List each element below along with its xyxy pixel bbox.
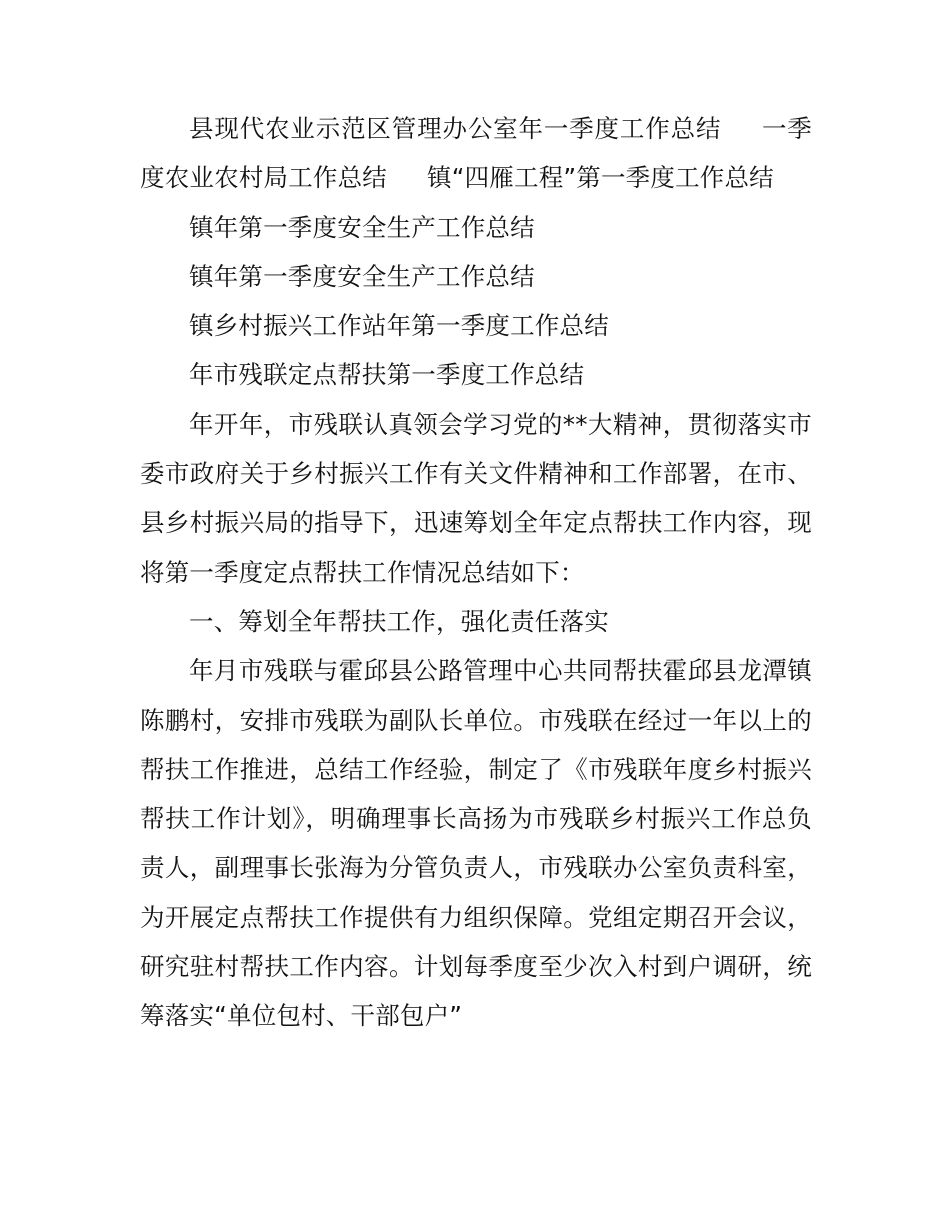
document-page [140, 104, 812, 1041]
related-title-3: 镇乡村振兴工作站年第一季度工作总结 [189, 311, 609, 341]
related-title-4: 年市残联定点帮扶第一季度工作总结 [189, 360, 585, 390]
title-part-2: 一季度农业农村局工作总结 [140, 114, 812, 193]
body-paragraph-section-1: 年月市残联与霍邱县公路管理中心共同帮扶霍邱县龙潭镇陈鹏村，安排市残联为副队长单位。市残联在经过一年以上的帮扶工作推进，总结工作经验，制定了《市残联年度乡村振兴帮扶工作计划》，明确理事长高扬为市残联乡村振兴工作总负责人，副理事长张海为分管负责人，市残联办公室负责科室，为开展定点帮扶工作提供有力组织保障。党组定期召开会议，研究驻村帮扶工作内容。计划每季度至少次入村到户调研，统筹落实“单位包村、干部包户” [140, 656, 812, 1031]
section-heading-1: 一、筹划全年帮扶工作，强化责任落实 [189, 606, 609, 636]
related-title-2: 镇年第一季度安全生产工作总结 [189, 261, 535, 291]
title-part-3: 镇“四雁工程”第一季度工作总结 [427, 163, 774, 193]
related-title-1: 镇年第一季度安全生产工作总结 [189, 212, 535, 242]
title-line [140, 104, 812, 203]
body-paragraph-intro: 年开年，市残联认真领会学习党的**大精神，贯彻落实市委市政府关于乡村振兴工作有关文件精神和工作部署，在市、县乡村振兴局的指导下，迅速筹划全年定点帮扶工作内容，现将第一季度定点帮扶工作情况总结如下： [140, 409, 812, 587]
title-part-1: 县现代农业示范区管理办公室年一季度工作总结 [189, 114, 722, 143]
